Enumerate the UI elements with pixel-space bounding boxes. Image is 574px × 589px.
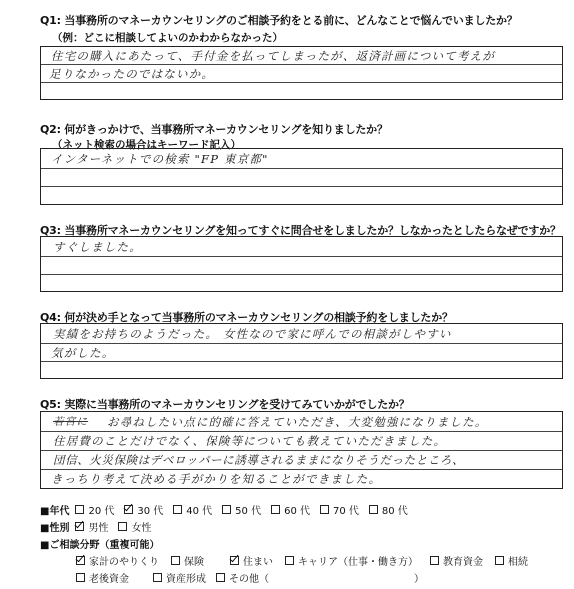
age-option-label: 80 代 xyxy=(381,506,408,517)
q5-answer-line-3: 団信、火災保険はデベロッパーに誘導されるままになりそうだったところ、 xyxy=(53,453,465,467)
checkbox-icon[interactable] xyxy=(153,573,162,582)
q4-answer-line-1: 実績をお持ちのようだった。 女性なので家に呼んでの相談がしやすい xyxy=(53,327,452,341)
field-option-label: 相続 xyxy=(508,557,528,568)
checkbox-icon[interactable] xyxy=(222,505,231,514)
gender-row xyxy=(40,519,161,534)
age-option-label: 30 代 xyxy=(137,506,164,517)
checkbox-checked-icon[interactable] xyxy=(76,556,85,565)
checkbox-icon[interactable] xyxy=(495,556,504,565)
field-option-label: 資産形成 xyxy=(166,574,206,585)
field-option-inheritance[interactable] xyxy=(495,553,528,568)
age-option-60s[interactable] xyxy=(271,502,310,517)
field-other-close-paren: ） xyxy=(414,574,424,585)
q5-answer-line-1: お尋ねしたい点に的確に答えていただき、大変勉強になりました。 xyxy=(107,415,488,429)
age-option-label: 50 代 xyxy=(235,506,262,517)
q2-answer-box xyxy=(40,148,563,205)
checkbox-icon[interactable] xyxy=(118,522,127,531)
checkbox-icon[interactable] xyxy=(271,505,280,514)
q5-title: Q5: 実際に当事務所のマネーカウンセリングを受けてみていかがでしたか？ xyxy=(40,398,410,411)
q1-title: Q1: 当事務所のマネーカウンセリングのご相談予約をとる前に、どんなことで悩んでいましたか？ xyxy=(40,14,518,27)
field-option-household[interactable] xyxy=(76,553,159,568)
q2-subtitle: （ネット検索の場合はキーワード記入） xyxy=(52,139,241,151)
q2-title: Q2: 何がきっかけで、当事務所マネーカウンセリングを知りましたか？ xyxy=(40,123,388,136)
q4-title: Q4: 何が決め手となって当事務所のマネーカウンセリングの相談予約をしましたか？ xyxy=(40,311,453,324)
q5-struck-text-1: 若宮に xyxy=(53,416,89,428)
gender-option-male[interactable] xyxy=(75,519,108,534)
field-option-label: 教育資金 xyxy=(443,557,483,568)
q5-answer-line-4: きっちり考えて決める手がかりを知ることができました。 xyxy=(51,472,382,486)
gender-option-label: 男性 xyxy=(88,523,109,534)
checkbox-icon[interactable] xyxy=(76,573,85,582)
q3-answer-line-1: すぐしました。 xyxy=(53,240,142,254)
q5-answer-box xyxy=(40,411,563,489)
q1-answer-line-2: 足りなかったのではないか。 xyxy=(49,67,215,81)
age-option-label: 20 代 xyxy=(88,506,115,517)
age-option-label: 70 代 xyxy=(332,506,359,517)
checkbox-icon[interactable] xyxy=(75,505,84,514)
field-option-label: キャリア（仕事・働き方） xyxy=(298,557,418,568)
field-option-label: 家計のやりくり xyxy=(89,557,159,568)
age-option-70s[interactable] xyxy=(320,502,359,517)
gender-label: ■性別 xyxy=(40,523,70,534)
gender-option-female[interactable] xyxy=(118,519,151,534)
age-option-20s[interactable] xyxy=(75,502,114,517)
field-option-housing[interactable] xyxy=(230,553,273,568)
age-option-80s[interactable] xyxy=(369,502,408,517)
checkbox-checked-icon[interactable] xyxy=(75,522,84,531)
field-option-label: 保険 xyxy=(184,557,204,568)
field-option-assets[interactable] xyxy=(153,570,206,585)
fields-label: ■ご相談分野（重複可能） xyxy=(40,540,160,551)
checkbox-checked-icon[interactable] xyxy=(124,505,133,514)
q1-answer-line-1: 住宅の購入にあたって、手付金を払ってしまったが、返済計画について考えが xyxy=(51,49,496,63)
q1-subtitle: （例：どこに相談してよいのかわからなかった） xyxy=(52,32,283,44)
checkbox-icon[interactable] xyxy=(171,556,180,565)
age-option-50s[interactable] xyxy=(222,502,261,517)
q4-answer-box xyxy=(40,323,563,379)
checkbox-icon[interactable] xyxy=(285,556,294,565)
q4-answer-line-2: 気がした。 xyxy=(51,346,115,360)
age-option-label: 60 代 xyxy=(284,506,310,517)
age-option-label: 40 代 xyxy=(186,506,213,517)
field-option-label: その他（ xyxy=(229,574,269,585)
age-option-40s[interactable] xyxy=(173,502,212,517)
age-option-30s[interactable] xyxy=(124,502,163,517)
q3-title: Q3: 当事務所マネーカウンセリングを知ってすぐに問合せをしましたか？しなかったとしたらなぜですか？ xyxy=(40,224,561,237)
field-option-retirement[interactable] xyxy=(76,570,129,585)
q3-answer-box xyxy=(40,236,563,292)
field-option-other[interactable] xyxy=(216,570,269,585)
q5-answer-line-2: 住居費のことだけでなく、保険等についても教えていただきました。 xyxy=(53,434,447,448)
checkbox-icon[interactable] xyxy=(173,505,182,514)
field-option-career[interactable] xyxy=(285,553,418,568)
field-option-label: 住まい xyxy=(243,557,273,568)
fields-row-label xyxy=(40,536,165,551)
field-option-insurance[interactable] xyxy=(171,553,204,568)
checkbox-icon[interactable] xyxy=(369,505,378,514)
q2-answer-line-1: インターネットでの検索 "FP 東京都" xyxy=(51,152,269,166)
gender-option-label: 女性 xyxy=(131,523,152,534)
field-option-label: 老後資金 xyxy=(89,574,129,585)
checkbox-checked-icon[interactable] xyxy=(230,556,239,565)
q1-answer-box xyxy=(40,46,563,100)
fields-row-2 xyxy=(76,570,424,585)
field-option-education[interactable] xyxy=(430,553,483,568)
checkbox-icon[interactable] xyxy=(216,573,225,582)
checkbox-icon[interactable] xyxy=(430,556,439,565)
age-row xyxy=(40,502,418,517)
checkbox-icon[interactable] xyxy=(320,505,329,514)
fields-row-1 xyxy=(76,553,528,568)
age-label: ■年代 xyxy=(40,506,70,517)
